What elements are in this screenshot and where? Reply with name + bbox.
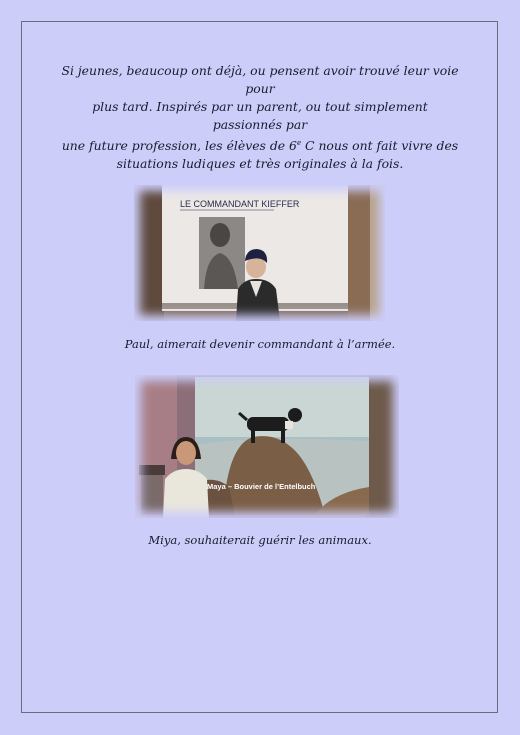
slide-caption: Maya – Bouvier de l’Entelbuch bbox=[207, 482, 316, 491]
slide-title: LE COMMANDANT KIEFFER bbox=[180, 199, 300, 209]
photo-paul-presentation bbox=[134, 185, 385, 321]
caption-paul: Paul, aimerait devenir commandant à l’armée. bbox=[124, 337, 396, 351]
photo-miya-scene bbox=[135, 375, 399, 518]
photo-paul-scene bbox=[134, 185, 385, 321]
intro-line-3-end: C nous ont fait vivre des bbox=[301, 138, 459, 154]
intro-line-2: plus tard. Inspirés par un parent, ou tout simplement passionnés par bbox=[92, 99, 428, 132]
intro-line-4: situations ludiques et très originales à la fois. bbox=[116, 156, 404, 172]
intro-paragraph bbox=[58, 62, 462, 173]
grade-superscript: e bbox=[296, 139, 302, 147]
intro-line-3-start: une future profession, les élèves de 6 bbox=[61, 138, 297, 154]
intro-line-1: Si jeunes, beaucoup ont déjà, ou pensent avoir trouvé leur voie pour bbox=[61, 63, 459, 96]
photo-miya-presentation bbox=[135, 375, 399, 518]
caption-miya: Miya, souhaiterait guérir les animaux. bbox=[148, 533, 372, 547]
